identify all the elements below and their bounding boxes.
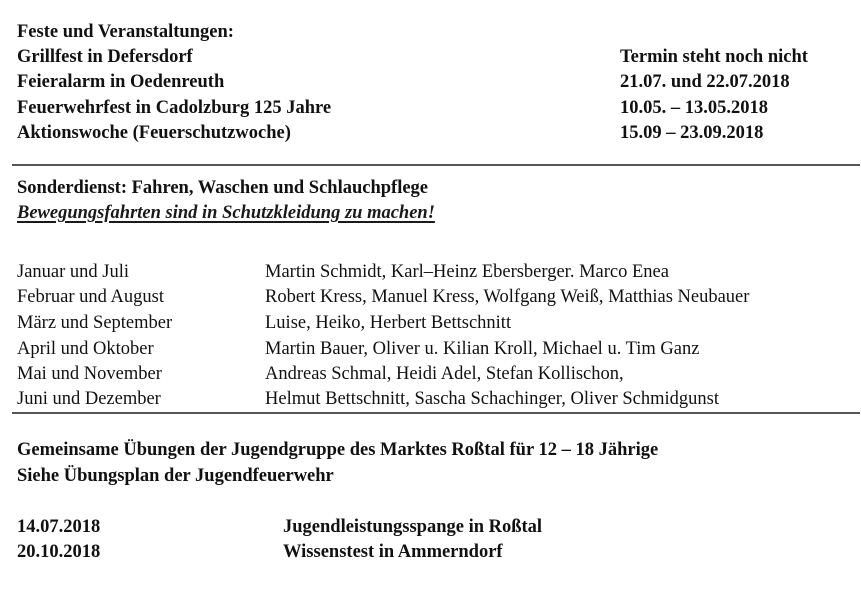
event-date: 15.09 – 23.09.2018 [620,123,764,143]
event-name: Grillfest in Defersdorf [17,47,193,67]
jugend-event-date: 20.10.2018 [17,542,101,562]
jugend-event-title: Jugendleistungsspange in Roßtal [283,517,543,537]
feste-heading: Feste und Veranstaltungen: [17,22,234,42]
event-name: Feuerwehrfest in Cadolzburg 125 Jahre [17,98,332,118]
jugend-event-date: 14.07.2018 [17,517,101,537]
duty-months: Juni und Dezember [17,389,161,409]
jugend-line-2: Siehe Übungsplan der Jugendfeuerwehr [17,466,334,486]
duty-months: Februar und August [17,287,164,307]
duty-names: Martin Bauer, Oliver u. Kilian Kroll, Michael u. Tim Ganz [265,339,700,359]
event-date: 21.07. und 22.07.2018 [620,72,790,92]
event-name: Feieralarm in Oedenreuth [17,72,225,92]
duty-names: Robert Kress, Manuel Kress, Wolfgang Weiß, Matthias Neubauer [265,287,750,307]
section-divider [12,164,860,166]
jugend-line-1: Gemeinsame Übungen der Jugendgruppe des Marktes Roßtal für 12 – 18 Jährige [17,440,659,460]
duty-months: Mai und November [17,364,162,384]
duty-months: März und September [17,313,173,333]
jugend-event-title: Wissenstest in Ammerndorf [283,542,503,562]
duty-months: Januar und Juli [17,262,130,282]
event-date: Termin steht noch nicht [620,47,808,67]
sonderdienst-note: Bewegungsfahrten sind in Schutzkleidung zu machen! [17,203,435,223]
section-divider [12,412,860,414]
duty-months: April und Oktober [17,339,154,359]
sonderdienst-heading: Sonderdienst: Fahren, Waschen und Schlauchpflege [17,178,429,198]
event-date: 10.05. – 13.05.2018 [620,98,768,118]
duty-names: Andreas Schmal, Heidi Adel, Stefan Kollischon, [265,364,624,384]
event-name: Aktionswoche (Feuerschutzwoche) [17,123,291,143]
duty-names: Luise, Heiko, Herbert Bettschnitt [265,313,512,333]
duty-names: Martin Schmidt, Karl–Heinz Ebersberger. Marco Enea [265,262,669,282]
duty-names: Helmut Bettschnitt, Sascha Schachinger, Oliver Schmidgunst [265,389,719,409]
